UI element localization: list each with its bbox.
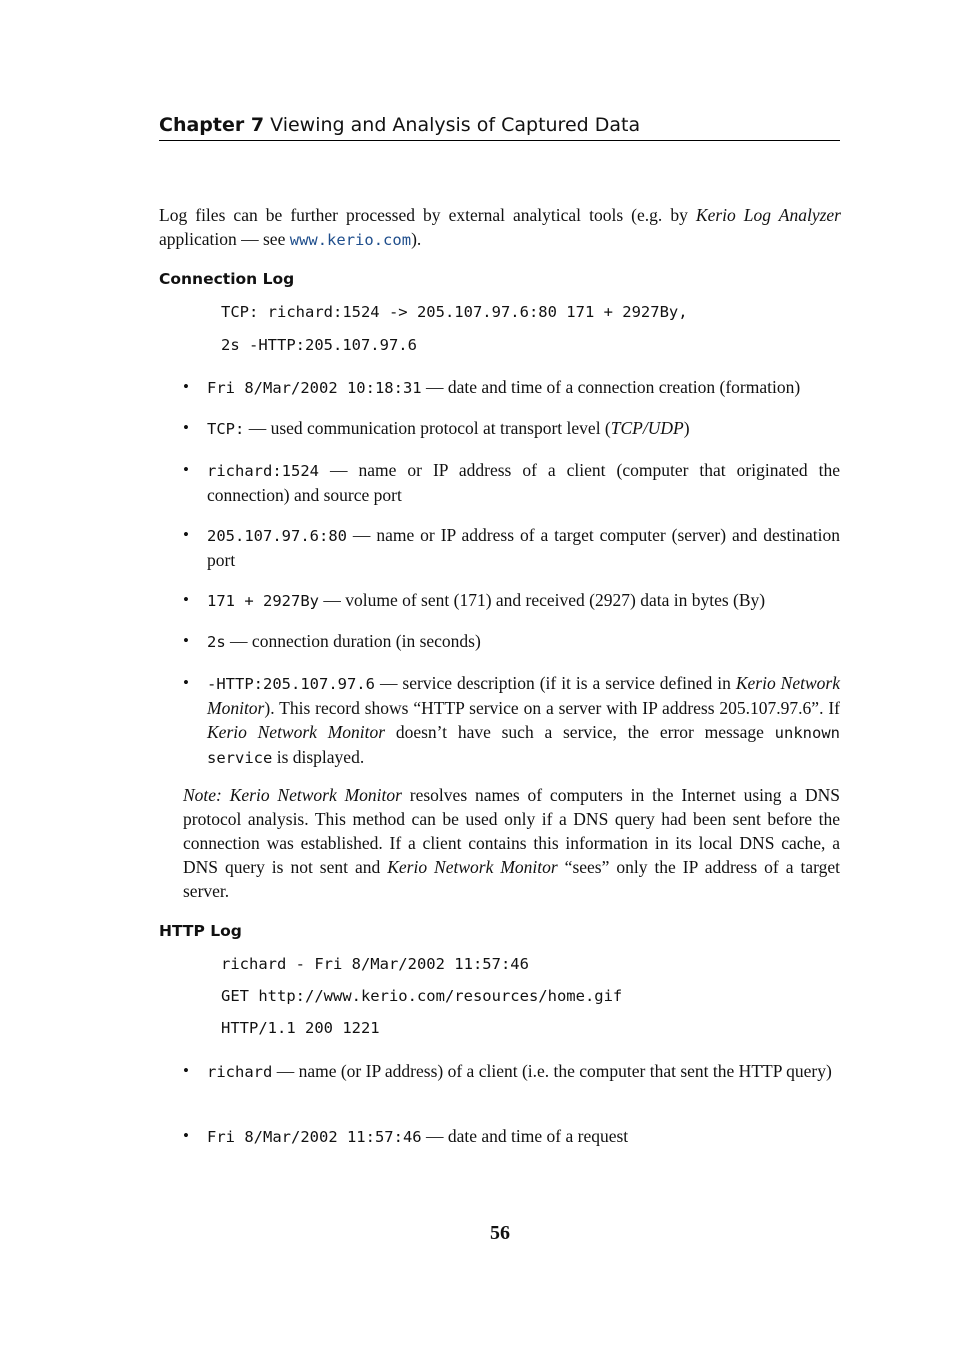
bullet-marker: • [183, 377, 189, 396]
chapter-title: Viewing and Analysis of Captured Data [270, 114, 641, 136]
kerio-link[interactable]: www.kerio.com [289, 231, 412, 249]
http-log-code-line: GET http://www.kerio.com/resources/home.gif [221, 987, 623, 1005]
bullet-marker: • [183, 631, 189, 650]
bullet-code: Fri 8/Mar/2002 11:57:46 [207, 1128, 422, 1146]
bullet-marker: • [183, 673, 189, 692]
bullet-text: — volume of sent (171) and received (2927) data in bytes (By) [318, 590, 766, 610]
list-item [183, 375, 840, 400]
bullet-marker: • [183, 1061, 189, 1080]
header-rule [159, 140, 840, 141]
intro-text: application — see [159, 229, 290, 249]
list-item [183, 416, 840, 441]
page-number: 56 [490, 1222, 510, 1244]
bullet-text: — name or IP address of a target computer (server) and destination port [207, 525, 840, 570]
running-header [159, 114, 840, 136]
bullet-italic: Kerio Network Monitor [207, 673, 840, 718]
bullet-marker: • [183, 460, 189, 479]
connection-log-code-line: 2s -HTTP:205.107.97.6 [221, 336, 417, 354]
http-log-code-line: richard - Fri 8/Mar/2002 11:57:46 [221, 955, 529, 973]
bullet-text: — service description (if it is a service defined in [374, 673, 736, 693]
bullet-code: 171 + 2927By [207, 592, 319, 610]
bullet-italic: Kerio Network Monitor [207, 722, 386, 742]
bullet-text: ). This record shows “HTTP service on a server with IP address 205.107.97.6”. If [264, 698, 840, 718]
bullet-code: richard:1524 [207, 462, 319, 480]
bullet-code: unknown service [207, 724, 840, 767]
bullet-italic: TCP/UDP [610, 418, 684, 438]
bullet-code: 205.107.97.6:80 [207, 527, 347, 545]
bullet-text: — used communication protocol at transport level ( [244, 418, 611, 438]
bullet-code: -HTTP:205.107.97.6 [207, 675, 375, 693]
bullet-text: — date and time of a connection creation (formation) [421, 377, 801, 397]
connection-log-heading: Connection Log [159, 270, 295, 288]
intro-paragraph [159, 203, 841, 252]
note-paragraph [183, 783, 840, 903]
bullet-marker: • [183, 525, 189, 544]
bullet-code: richard [207, 1063, 273, 1081]
bullet-text: — date and time of a request [421, 1126, 629, 1146]
list-item [183, 671, 840, 770]
list-item [183, 629, 840, 654]
list-item [183, 458, 840, 507]
intro-text: Log files can be further processed by external analytical tools (e.g. by [159, 205, 696, 225]
note-text: resolves names of computers in the Internet using a DNS protocol analysis. This method can be used only if a DNS query had been sent before the connection was established. If a client contains this information in its local DNS cache, a DNS query is not sent and [183, 785, 840, 877]
bullet-code: TCP: [207, 420, 245, 438]
http-log-code-line: HTTP/1.1 200 1221 [221, 1019, 380, 1037]
bullet-text: — name (or IP address) of a client (i.e. the computer that sent the HTTP query) [272, 1061, 832, 1081]
bullet-marker: • [183, 1126, 189, 1145]
bullet-code: 2s [207, 633, 226, 651]
note-italic: Kerio Network Monitor [387, 857, 558, 877]
chapter-label: Chapter 7 [159, 114, 265, 136]
connection-log-code-line: TCP: richard:1524 -> 205.107.97.6:80 171 + 2927By, [221, 303, 688, 321]
list-item [183, 1124, 840, 1149]
note-label: Note: Kerio Network Monitor [183, 785, 402, 805]
bullet-text: doesn’t have such a service, the error message [385, 722, 775, 742]
http-log-heading: HTTP Log [159, 922, 242, 940]
bullet-text: is displayed. [272, 747, 365, 767]
list-item [183, 523, 840, 572]
intro-product-name: Kerio Log Analyzer [695, 205, 841, 225]
bullet-code: Fri 8/Mar/2002 10:18:31 [207, 379, 422, 397]
bullet-text: — connection duration (in seconds) [225, 631, 481, 651]
bullet-marker: • [183, 418, 189, 437]
bullet-text: ) [683, 418, 690, 438]
bullet-marker: • [183, 590, 189, 609]
bullet-text: — name or IP address of a client (computer that originated the connection) and source port [207, 460, 840, 505]
note-text: “sees” only the IP address of a target server. [183, 857, 840, 901]
list-item [183, 1059, 840, 1084]
list-item [183, 588, 840, 613]
intro-text: ). [411, 229, 422, 249]
